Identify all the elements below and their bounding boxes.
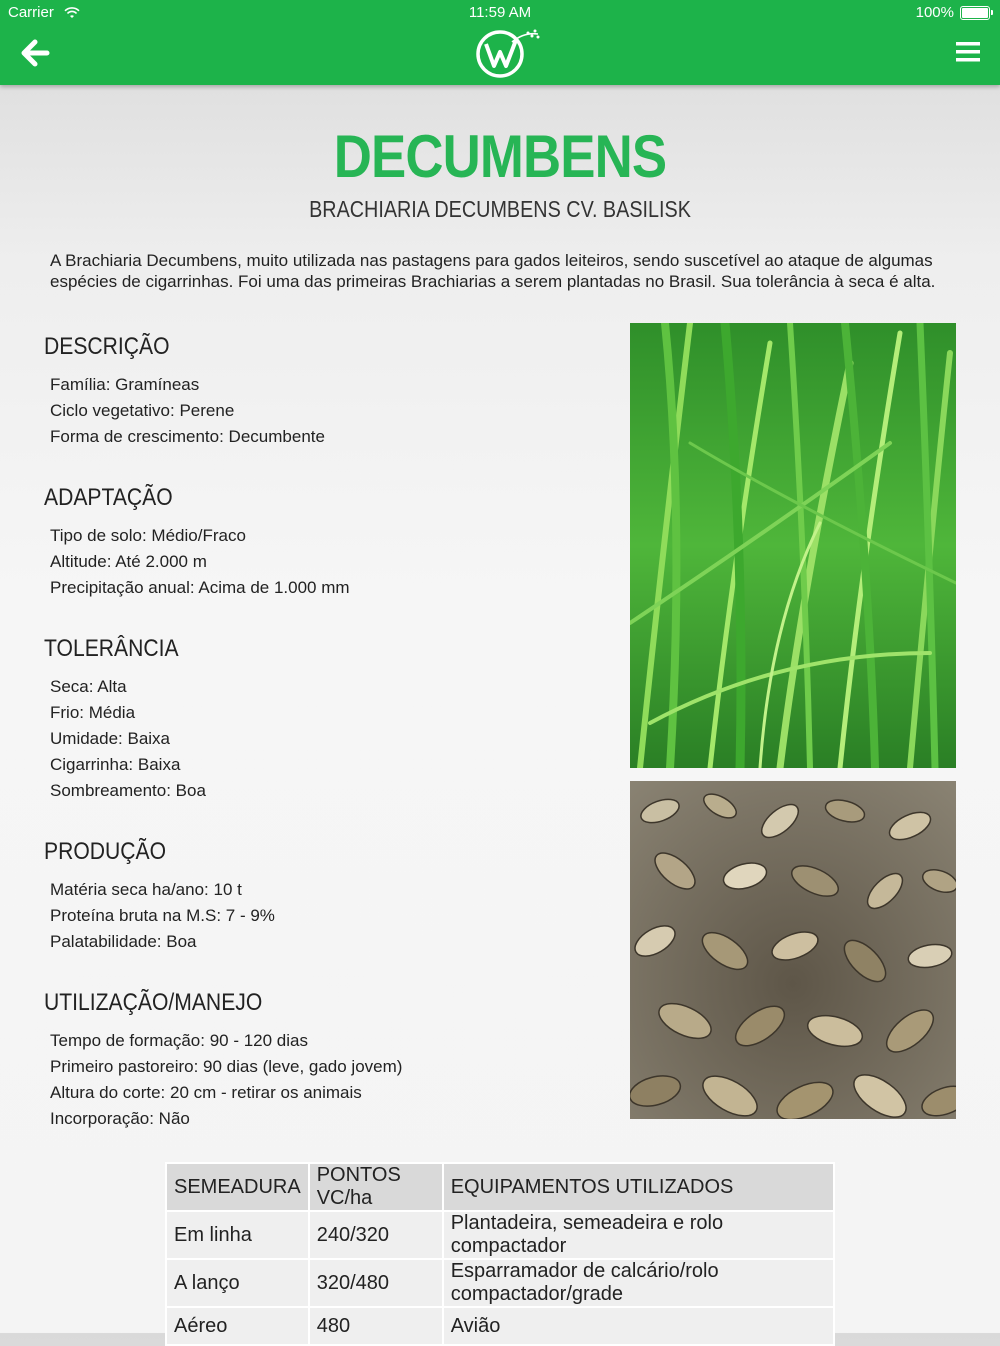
battery-percent: 100%	[915, 4, 954, 21]
section-producao	[44, 835, 604, 955]
table-row	[166, 1307, 834, 1345]
info-line: Altura do corte: 20 cm - retirar os animais	[50, 1083, 362, 1102]
arrow-left-icon[interactable]	[20, 38, 50, 68]
info-line: Matéria seca ha/ano: 10 t	[50, 880, 242, 899]
page-subtitle: BRACHIARIA DECUMBENS CV. BASILISK	[309, 196, 691, 222]
table-cell: 240/320	[309, 1211, 443, 1259]
navigation-bar	[0, 0, 1000, 85]
clock: 11:59 AM	[468, 4, 532, 21]
info-line: Seca: Alta	[50, 677, 127, 696]
section-descricao	[44, 330, 604, 450]
brand-logo-icon[interactable]	[472, 28, 542, 80]
seeds-photo	[630, 781, 956, 1119]
table-header-row	[166, 1163, 834, 1211]
section-tolerancia	[44, 632, 604, 804]
table-cell: Plantadeira, semeadeira e rolo compactador	[443, 1211, 834, 1259]
hamburger-menu-icon[interactable]	[956, 40, 982, 64]
section-utilizacao-manejo	[44, 986, 604, 1132]
battery-icon	[960, 6, 990, 20]
section-adaptacao	[44, 481, 604, 601]
section-heading: UTILIZAÇÃO/MANEJO	[44, 989, 263, 1016]
carrier-text: Carrier	[8, 4, 54, 21]
info-line: Tipo de solo: Médio/Fraco	[50, 526, 246, 545]
info-line: Frio: Média	[50, 703, 136, 722]
column-header: PONTOS VC/ha	[309, 1163, 443, 1211]
column-header: SEMEADURA	[166, 1163, 309, 1211]
section-heading: TOLERÂNCIA	[44, 635, 179, 662]
grass-photo	[630, 323, 956, 768]
table-row	[166, 1211, 834, 1259]
semeadura-table	[165, 1162, 835, 1346]
section-heading: ADAPTAÇÃO	[44, 484, 173, 511]
info-line: Família: Gramíneas	[50, 375, 200, 394]
info-line: Sombreamento: Boa	[50, 781, 206, 800]
info-line: Palatabilidade: Boa	[50, 932, 197, 951]
info-line: Umidade: Baixa	[50, 729, 171, 748]
section-heading: PRODUÇÃO	[44, 838, 167, 865]
section-heading: DESCRIÇÃO	[44, 333, 170, 360]
table-cell: A lanço	[166, 1259, 309, 1307]
table-cell: Esparramador de calcário/rolo compactador/grade	[443, 1259, 834, 1307]
table-row	[166, 1259, 834, 1307]
battery-indicator	[916, 4, 990, 21]
column-header: EQUIPAMENTOS UTILIZADOS	[443, 1163, 834, 1211]
info-line: Incorporação: Não	[50, 1109, 190, 1128]
table-cell: 320/480	[309, 1259, 443, 1307]
info-line: Cigarrinha: Baixa	[50, 755, 181, 774]
info-line: Altitude: Até 2.000 m	[50, 552, 207, 571]
table-cell: Aéreo	[166, 1307, 309, 1345]
table-cell: Em linha	[166, 1211, 309, 1259]
page-title: DECUMBENS	[333, 123, 667, 190]
info-line: Primeiro pastoreiro: 90 dias (leve, gado jovem)	[50, 1057, 403, 1076]
info-line: Tempo de formação: 90 - 120 dias	[50, 1031, 308, 1050]
info-line: Forma de crescimento: Decumbente	[50, 427, 325, 446]
intro-paragraph: A Brachiaria Decumbens, muito utilizada nas pastagens para gados leiteiros, sendo suscetível ao ataque de algumas espécies de cigarrinhas. Foi uma das primeiras Brachiarias a serem plantadas no Brasil. Sua tolerância à seca é alta.	[50, 251, 936, 291]
info-line: Precipitação anual: Acima de 1.000 mm	[50, 578, 350, 597]
table-cell: 480	[309, 1307, 443, 1345]
info-line: Ciclo vegetativo: Perene	[50, 401, 235, 420]
info-line: Proteína bruta na M.S: 7 - 9%	[50, 906, 275, 925]
table-cell: Avião	[443, 1307, 834, 1345]
